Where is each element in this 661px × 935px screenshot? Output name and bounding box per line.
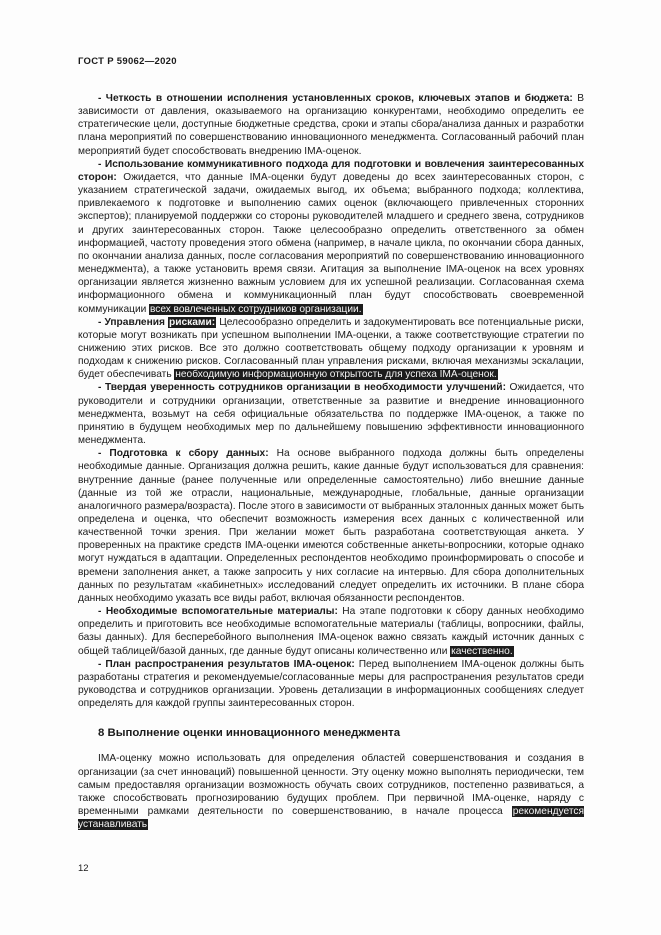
page-number: 12 <box>78 863 89 874</box>
paragraph <box>78 447 584 605</box>
text-segment: В зависимости от давления, оказываемого на организацию конкурентами, необходимо определить ее стратегические цели, доступные бюджетные средства, сроки и этапы сбора/анализа данных и разработки плана мероприятий по совершенствованию инновационного менеджмента. Согласованный рабочий план мероприятий будет способствовать внедрению IMA-оценок. <box>78 93 584 157</box>
highlighted-text: необходимую информационную открытость для успеха IMA-оценок. <box>175 369 497 381</box>
text-segment: На этапе подготовки к сбору данных необходимо определить и приготовить все необходимые вспомогательные материалы (таблицы, вопросники, файлы, базы данных). Для бесперебойного выполнения IMA-оценок важно связать каждый источник данных с общей таблицей/базой данных, где данные будут описаны количественно или <box>78 606 584 657</box>
document-header: ГОСТ Р 59062—2020 <box>78 56 177 67</box>
section-heading: 8 Выполнение оценки инновационного менеджмента <box>98 727 401 740</box>
text-segment: Ожидается, что данные IMA-оценки будут доведены до всех заинтересованных сторон, с указанием стратегической задачи, ожидаемых выгод, их объема; выбранного подхода; коллектива, привлекаемого к подготовке и выполнению самих оценок (включающего привлеченных сторонних экспертов); планируемой поддержки со стороны руководителей младшего и среднего звена, сотрудников и других заинтересованных сторон. Также целесообразно определить ответственного за обмен информацией, частоту проведения этого обмена (например, в начале цикла, по окончании сбора данных, по окончании анализа данных, после согласования мероприятий по совершенствованию инновационного менеджмента), а также установить время связи. Агитация за выполнение IMA-оценок на всех уровнях организации является жизненно важным условием для их успешной реализации. Согласованная схема информационного обмена и коммуникационный план будут способствовать своевременной коммуникации <box>78 171 584 315</box>
highlighted-text: всех вовлеченных сотрудников организации. <box>149 303 362 315</box>
highlighted-text: рисками: <box>169 316 216 328</box>
bold-lead-in: - Твердая уверенность сотрудников организации в необходимости улучшений: <box>98 382 506 394</box>
paragraph <box>78 381 584 447</box>
bold-lead-in: - Необходимые вспомогательные материалы: <box>98 606 338 618</box>
text-segment: Ожидается, что руководители и сотрудники организации, ответственные за развитие и внедрение инновационного менеджмента, возьмут на себя официальные обязательства по поддержке IMA-оценок, а также по принятию в будущем необходимых мер по дальнейшему повышению эффективности инновационного менеджмента. <box>78 382 584 447</box>
paragraph <box>78 658 584 711</box>
paragraph <box>78 605 584 658</box>
text-segment: На основе выбранного подхода должны быть определены необходимые данные. Организация должна решить, какие данные будут использоваться для сравнения: внутренние данные (ранее полученные или определенные самостоятельно) либо внешние данные (данные из той же отрасли, национальные, международные, глобальные, данные организации аналогичного размера/возраста). После этого в зависимости от выбранных эталонных данных может быть определена и оценка, что обеспечит возможность измерения всех данных с количественной или качественной точки зрения. При желании может быть разработана соответствующая анкета. У проверенных на практике средств IMA-оценки имеются собственные анкеты-вопросники, которые однако могут нуждаться в адаптации. Определенных респондентов необходимо проинформировать о способе и времени заполнения анкет, а также запросить у них согласие на интервью. Для сбора дополнительных данных по результатам «кабинетных» исследований следует определить их источники. В плане сбора данных необходимо указать все виды работ, включая обязанности респондентов. <box>78 448 584 604</box>
highlighted-text: качественно. <box>451 645 513 657</box>
document-content <box>78 92 584 831</box>
paragraph <box>78 158 584 316</box>
bold-lead-in: - Подготовка к сбору данных: <box>98 448 269 460</box>
highlighted-text: рекомендуется устанавливать <box>78 805 584 831</box>
text-segment: IMA-оценку можно использовать для определения областей совершенствования и создания в организации (за счет инноваций) повышенной ценности. Эту оценку можно выполнять периодически, тем самым предоставляя организации возможность обучать своих сотрудников, постепенно развиваться, а также способствовать прогнозированию будущих проблем. При первичной IMA-оценке, наряду с временными рамками деятельности по совершенствованию, в начале процесса <box>78 753 584 817</box>
text-segment: Целесообразно определить и задокументировать все потенциальные риски, которые могут возникать при успешном выполнении IMA-оценки, а также соответствующие стратегии по снижению этих рисков. Все это должно соответствовать общему подходу организации к уровням и подходам к снижению рисков. Согласованный план управления рисками, включая механизмы эскалации, будет обеспечивать <box>78 316 585 381</box>
bold-lead-in: - Управления <box>98 316 169 328</box>
bold-lead-in: - Четкость в отношении исполнения установленных сроков, ключевых этапов и бюджета: <box>98 93 573 104</box>
bold-lead-in: - План распространения результатов IMA-оценок: <box>98 658 355 670</box>
paragraph <box>78 92 584 158</box>
bold-lead-in: - Использование коммуникативного подхода для подготовки и вовлечения заинтересованных сторон: <box>78 158 584 183</box>
paragraph <box>78 316 584 382</box>
text-segment: Перед выполнением IMA-оценок должны быть разработаны стратегия и рекомендуемые/согласованные меры для распространения результатов среди руководства и сотрудников организации. Уровень детализации в информационных сообщениях следует определять для каждой группы заинтересованных сторон. <box>78 658 585 710</box>
paragraph <box>78 752 584 831</box>
